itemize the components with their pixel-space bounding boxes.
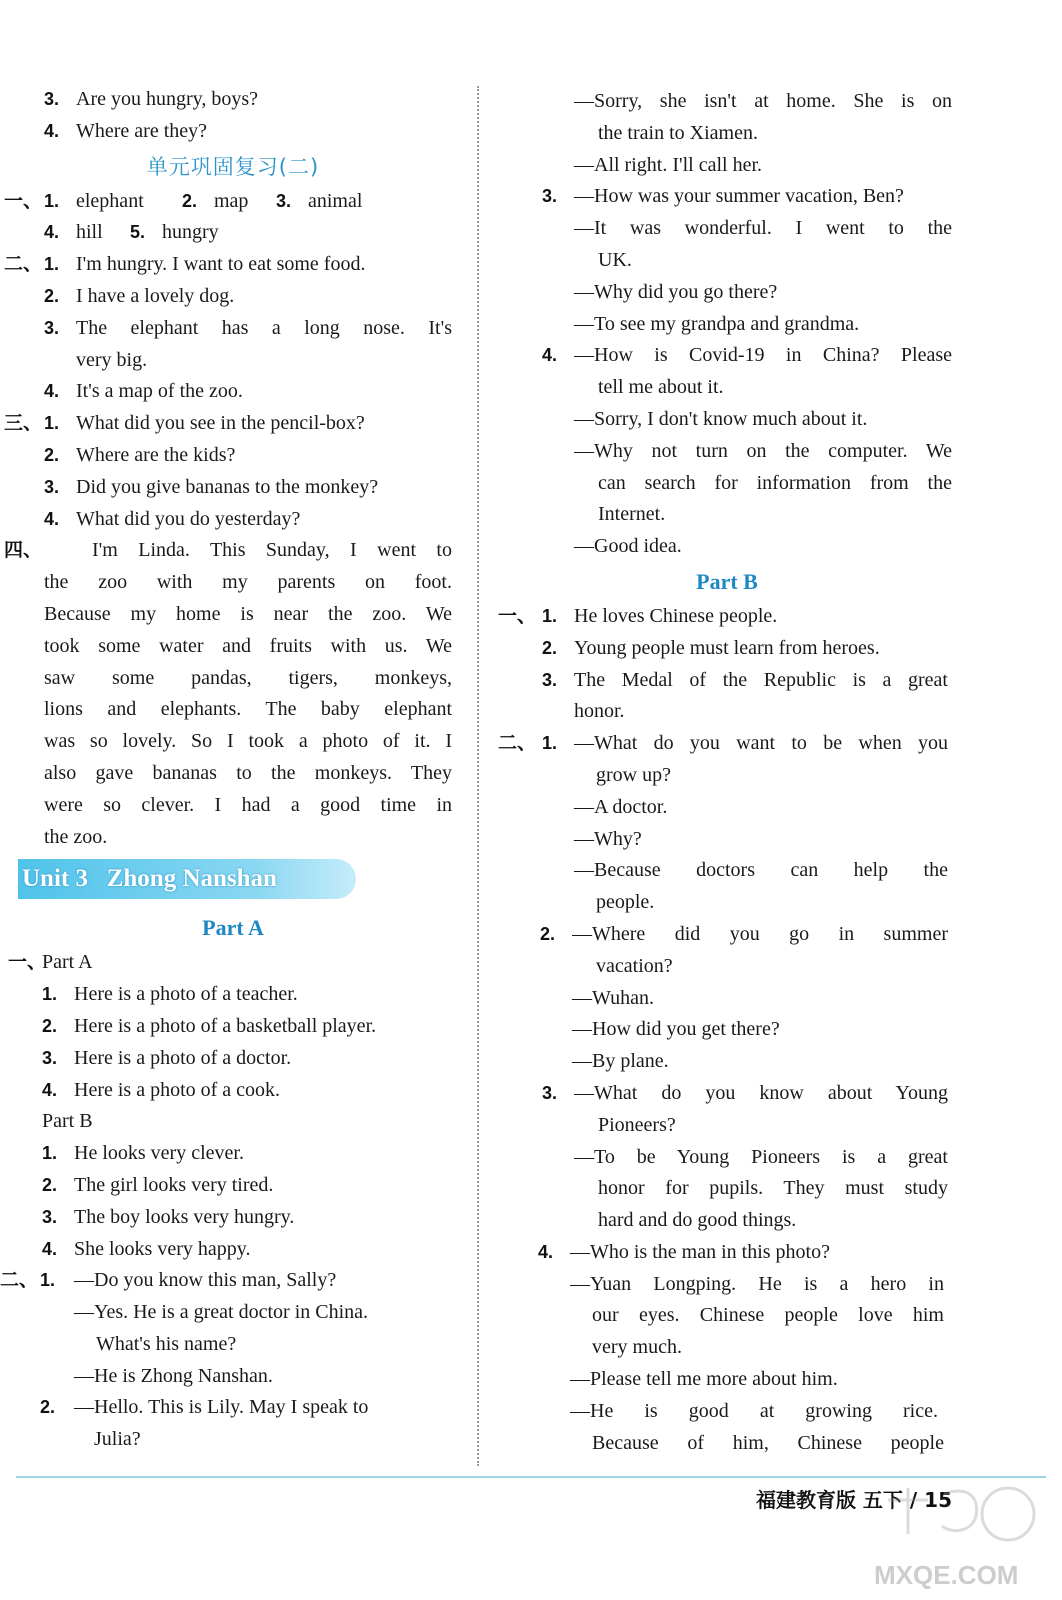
dialogue-line: 2. —Hello. This is Lily. May I speak to	[40, 1396, 369, 1419]
answer-line: 一、 Part A	[8, 951, 93, 974]
dialogue-line: —Please tell me more about him.	[570, 1368, 838, 1391]
watermark-graphic	[868, 1476, 1058, 1594]
dialogue-line: —To be Young Pioneers is a great	[574, 1145, 948, 1168]
paragraph-line: took some water and fruits with us. We	[44, 634, 452, 657]
paragraph-line: also gave bananas to the monkeys. They	[44, 761, 452, 784]
dialogue-line: Internet.	[598, 503, 666, 526]
dialogue-line: 二、 1. —Do you know this man, Sally?	[0, 1269, 337, 1292]
answer-line: 2. Here is a photo of a basketball player.	[42, 1014, 377, 1037]
dialogue-line: —It was wonderful. I went to the	[574, 217, 952, 240]
dialogue-line: —He is good at growing rice.	[570, 1399, 938, 1422]
answer-line: 4. What did you do yesterday?	[44, 507, 301, 530]
dialogue-line: hard and do good things.	[598, 1209, 797, 1232]
answer-line: 3. Here is a photo of a doctor.	[42, 1046, 292, 1069]
dialogue-line: 二、 1. —What do you want to be when you	[498, 732, 948, 755]
answer-line: 一、 1. elephant 2. map 3. animal	[4, 189, 363, 212]
paragraph-line: the zoo.	[44, 825, 108, 848]
dialogue-line: 3. —How was your summer vacation, Ben?	[542, 185, 904, 208]
left-column	[0, 84, 466, 1456]
answer-line: honor.	[574, 700, 625, 723]
dialogue-line: —Why not turn on the computer. We	[574, 439, 952, 462]
dialogue-line: —Yes. He is a great doctor in China.	[74, 1301, 369, 1324]
dialogue-line: —Sorry, she isn't at home. She is on	[574, 90, 952, 112]
dialogue-line: —Sorry, I don't know much about it.	[574, 407, 868, 430]
answer-line: 3. Did you give bananas to the monkey?	[44, 475, 379, 498]
dialogue-line: 3. —What do you know about Young	[542, 1081, 948, 1104]
review-heading: 单元巩固复习(二)	[146, 154, 320, 179]
paragraph-line: was so lovely. So I took a photo of it. I	[44, 730, 452, 753]
right-column	[492, 86, 962, 1459]
answer-line: 4. Where are they?	[44, 119, 208, 142]
unit-banner	[0, 855, 466, 903]
dialogue-line: can search for information from the	[598, 471, 952, 494]
dialogue-line: —Wuhan.	[572, 986, 654, 1009]
dialogue-line: vacation?	[596, 954, 673, 977]
answer-line: 3. The elephant has a long nose. It's	[44, 316, 452, 339]
paragraph-line: were so clever. I had a good time in	[44, 793, 452, 816]
column-divider	[477, 86, 479, 1466]
dialogue-line: honor for pupils. They must study	[598, 1177, 948, 1200]
dialogue-line: —Because doctors can help the	[574, 859, 948, 882]
dialogue-line: —Good idea.	[574, 535, 682, 558]
dialogue-line: —To see my grandpa and grandma.	[574, 312, 860, 335]
answer-line: 2. The girl looks very tired.	[42, 1173, 274, 1196]
answer-line: 3. The boy looks very hungry.	[42, 1205, 295, 1228]
answer-line: 3. Are you hungry, boys?	[44, 88, 259, 110]
answer-line: 2. I have a lovely dog.	[44, 284, 235, 307]
answer-line: 4. Here is a photo of a cook.	[42, 1078, 281, 1101]
watermark-text: MXQE.COM	[874, 1560, 1019, 1590]
dialogue-line: —All right. I'll call her.	[574, 153, 763, 176]
answer-line: 4. She looks very happy.	[42, 1237, 251, 1260]
dialogue-line: —He is Zhong Nanshan.	[74, 1364, 273, 1387]
dialogue-line: Pioneers?	[598, 1113, 676, 1136]
answer-line: 2. Where are the kids?	[44, 443, 236, 466]
dialogue-line: Julia?	[94, 1428, 141, 1451]
dialogue-line: UK.	[598, 248, 632, 271]
paragraph-line: 四、 I'm Linda. This Sunday, I went to	[4, 539, 452, 562]
answer-line: 4. hill 5. hungry	[44, 221, 219, 244]
page-number: 15	[924, 1488, 952, 1512]
dialogue-line: —Yuan Longping. He is a hero in	[570, 1272, 944, 1295]
dialogue-line: —How did you get there?	[572, 1018, 780, 1041]
answer-line: 2. Young people must learn from heroes.	[542, 636, 880, 659]
publisher-label: 福建教育版 五下	[755, 1488, 903, 1512]
answer-line: 4. It's a map of the zoo.	[44, 380, 243, 403]
dialogue-line: —A doctor.	[574, 795, 668, 818]
footer-slash: /	[902, 1488, 925, 1512]
dialogue-line: 4. —Who is the man in this photo?	[538, 1240, 830, 1263]
part-b-heading: Part B	[696, 568, 758, 594]
paragraph-line: saw some pandas, tigers, monkeys,	[44, 666, 452, 689]
paragraph-line: Because my home is near the zoo. We	[44, 602, 452, 625]
answer-line: 1. Here is a photo of a teacher.	[42, 983, 298, 1006]
dialogue-line: people.	[596, 891, 655, 914]
unit-title: Unit 3 Zhong Nanshan	[18, 859, 356, 899]
dialogue-line: —By plane.	[572, 1050, 669, 1073]
dialogue-line: 4. —How is Covid-19 in China? Please	[542, 344, 952, 367]
dialogue-line: tell me about it.	[598, 376, 724, 399]
answer-line: 1. He looks very clever.	[42, 1142, 244, 1165]
dialogue-line: grow up?	[596, 763, 671, 786]
dialogue-line: our eyes. Chinese people love him	[592, 1304, 944, 1327]
dialogue-line: —Why did you go there?	[574, 280, 778, 303]
answer-line: very big.	[76, 348, 148, 371]
dialogue-line: very much.	[592, 1336, 682, 1359]
dialogue-line: —Why?	[574, 827, 642, 850]
dialogue-line: What's his name?	[96, 1332, 237, 1355]
paragraph-line: lions and elephants. The baby elephant	[44, 698, 452, 721]
watermark-logo	[868, 1476, 1058, 1594]
answer-line: Part B	[42, 1110, 93, 1133]
dialogue-line: 2. —Where did you go in summer	[540, 922, 948, 945]
answer-line: 三、 1. What did you see in the pencil-box?	[4, 412, 365, 435]
dialogue-line: the train to Xiamen.	[598, 121, 758, 144]
dialogue-line: Because of him, Chinese people	[592, 1431, 944, 1454]
answer-line: 一、 1. He loves Chinese people.	[498, 604, 778, 627]
part-a-heading: Part A	[202, 915, 264, 941]
paragraph-line: the zoo with my parents on foot.	[44, 571, 452, 594]
answer-line: 二、 1. I'm hungry. I want to eat some food.	[4, 253, 366, 276]
answer-line: 3. The Medal of the Republic is a great	[542, 668, 948, 691]
